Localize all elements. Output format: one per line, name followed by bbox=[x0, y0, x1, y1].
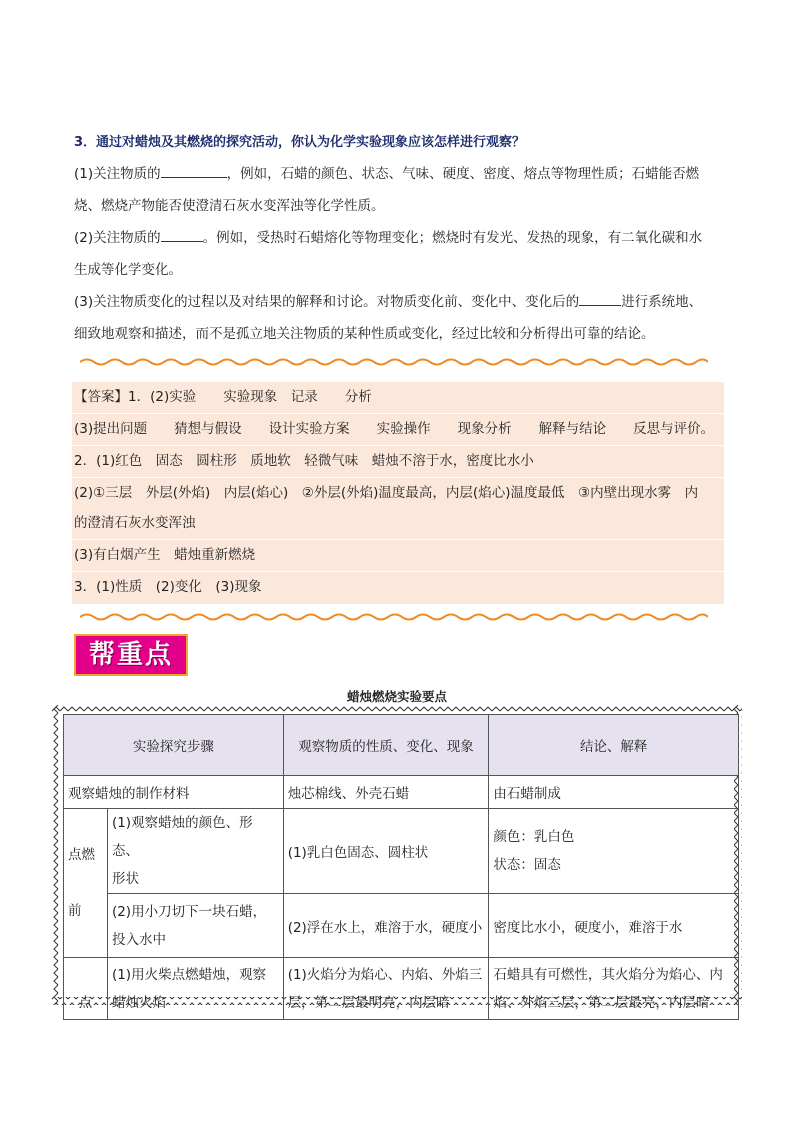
part-3-text-b: 进行系统地、 bbox=[621, 294, 703, 310]
group1-r1-conclusion bbox=[489, 809, 739, 894]
group1-r2-conclusion: 密度比水小，硬度小，难溶于水 bbox=[489, 894, 739, 958]
answer-line-2: (3)提出问题 猜想与假设 设计实验方案 实验操作 现象分析 解释与结论 反思与评价。 bbox=[74, 421, 715, 437]
group1-label bbox=[64, 809, 108, 958]
answer-blank bbox=[161, 227, 203, 242]
header-observe: 观察物质的性质、变化、现象 bbox=[283, 715, 489, 776]
group1-r1-conclusion-a: 颜色：乳白色 bbox=[493, 829, 575, 845]
question-3-title bbox=[74, 131, 525, 150]
group2-r1-step-b: 蜡烛火焰 bbox=[111, 994, 166, 1011]
group2-r1-observe bbox=[283, 958, 489, 1020]
group1-r1-step bbox=[107, 809, 283, 894]
answer-line-3: 2．(1)红色 固态 圆柱形 质地软 轻微气味 蜡烛不溶于水，密度比水小 bbox=[74, 453, 534, 469]
part-3-text-c: 细致地观察和描述，而不是孤立地关注物质的某种性质或变化，经过比较和分析得出可靠的结论。 bbox=[74, 326, 655, 342]
part-2-text-b: 。例如，受热时石蜡熔化等物理变化；燃烧时有发光、发热的现象，有二氧化碳和水 bbox=[202, 230, 703, 246]
group1-r2-step-a: (2)用小刀切下一块石蜡， bbox=[111, 903, 267, 920]
group1-label-a: 点燃 bbox=[68, 847, 95, 863]
question-3-part-2 bbox=[74, 222, 724, 286]
answer-blank bbox=[579, 291, 621, 306]
wavy-divider-top bbox=[80, 357, 708, 367]
group1-r1-step-b: 形状 bbox=[111, 871, 139, 887]
group1-label-b: 前 bbox=[68, 903, 82, 919]
answer-box bbox=[72, 382, 724, 604]
row1-step: 观察蜡烛的制作材料 bbox=[64, 776, 284, 809]
question-text: 通过对蜡烛及其燃烧的探究活动，你认为化学实验现象应该怎样进行观察？ bbox=[96, 135, 526, 150]
key-points-badge: 帮重点 bbox=[74, 634, 188, 676]
group1-r2-observe: (2)浮在水上，难溶于水，硬度小 bbox=[283, 894, 489, 958]
table-row bbox=[64, 894, 739, 958]
part-1-text-a: (1)关注物质的 bbox=[74, 166, 161, 182]
group1-r2-step bbox=[107, 894, 283, 958]
group1-r2-step-b: 投入水中 bbox=[111, 931, 166, 948]
answer-line-6: (3)有白烟产生 蜡烛重新燃烧 bbox=[74, 547, 256, 563]
question-number: 3． bbox=[74, 135, 97, 150]
part-1-text-c: 烧、燃烧产物能否使澄清石灰水变浑浊等化学性质。 bbox=[74, 198, 385, 214]
table-row bbox=[64, 809, 739, 894]
wavy-divider-bottom bbox=[80, 612, 708, 622]
answer-line-4: (2)①三层 外层(外焰) 内层(焰心) ②外层(外焰)温度最高，内层(焰心)温度最低 ③内壁出现水雾 内 bbox=[74, 485, 699, 501]
table-row bbox=[64, 776, 739, 809]
group1-r1-observe: (1)乳白色固态、圆柱状 bbox=[283, 809, 489, 894]
group2-r1-conclusion-a: 石蜡具有可燃性，其火焰分为焰心、内 bbox=[493, 966, 723, 983]
experiment-table bbox=[63, 714, 739, 1020]
answer-line-7: 3．(1)性质 (2)变化 (3)现象 bbox=[74, 579, 262, 595]
row1-observe: 烛芯棉线、外壳石蜡 bbox=[283, 776, 489, 809]
group2-r1-observe-b: 层，第二层最明亮，内层暗 bbox=[287, 994, 450, 1011]
part-1-text-b: ，例如，石蜡的颜色、状态、气味、硬度、密度、熔点等物理性质；石蜡能否燃 bbox=[226, 166, 700, 182]
answer-line-1: 【答案】1．(2)实验 实验现象 记录 分析 bbox=[74, 389, 372, 405]
table-header-row bbox=[64, 715, 739, 776]
table-title: 蜡烛燃烧实验要点 bbox=[346, 689, 447, 704]
group2-r1-conclusion-b: 焰、外焰三层，第二层最亮，内层暗 bbox=[493, 994, 710, 1011]
group2-r1-step-a: (1)用火柴点燃蜡烛，观察 bbox=[111, 966, 267, 983]
answer-blank bbox=[161, 163, 227, 178]
question-3-part-1 bbox=[74, 158, 724, 222]
group2-r1-step bbox=[107, 958, 283, 1020]
question-3-part-3 bbox=[74, 286, 724, 350]
part-2-text-c: 生成等化学变化。 bbox=[74, 262, 182, 278]
group2-label: 点 bbox=[64, 958, 108, 1020]
part-3-text-a: (3)关注物质变化的过程以及对结果的解释和讨论。对物质变化前、变化中、变化后的 bbox=[74, 294, 580, 310]
table-row bbox=[64, 958, 739, 1020]
header-conclusion: 结论、解释 bbox=[489, 715, 739, 776]
group1-r1-conclusion-b: 状态：固态 bbox=[493, 857, 561, 873]
answer-line-5: 的澄清石灰水变浑浊 bbox=[74, 515, 196, 531]
group2-r1-observe-a: (1)火焰分为焰心、内焰、外焰三 bbox=[287, 966, 483, 983]
header-step: 实验探究步骤 bbox=[64, 715, 284, 776]
row1-conclusion: 由石蜡制成 bbox=[489, 776, 739, 809]
group2-r1-conclusion bbox=[489, 958, 739, 1020]
part-2-text-a: (2)关注物质的 bbox=[74, 230, 161, 246]
group1-r1-step-a: (1)观察蜡烛的颜色、形态、 bbox=[111, 815, 253, 859]
